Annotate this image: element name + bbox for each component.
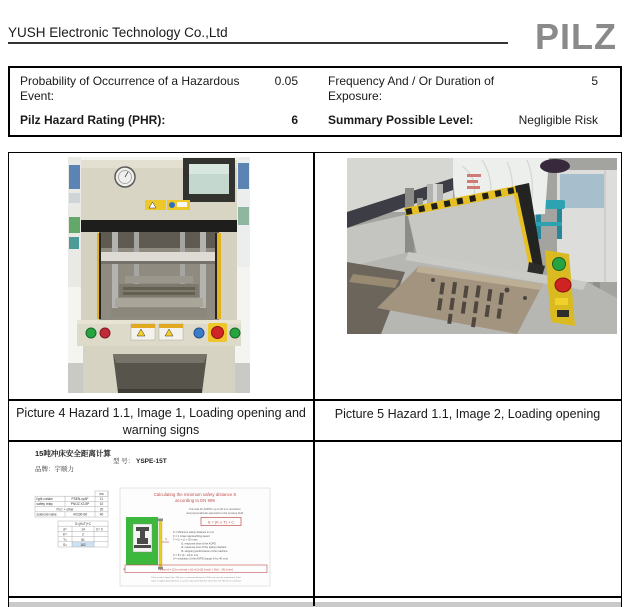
- probability-label: Probability of Occurrence of a Hazardous Event:: [20, 74, 240, 103]
- caption-picture-4: Picture 4 Hazard 1.1, Image 1, Loading opening and warning signs: [16, 406, 306, 437]
- frequency-label: Frequency And / Or Duration of Exposure:: [328, 74, 495, 103]
- machine-column-left: [81, 232, 101, 320]
- svg-text:If the result is lower than 10: If the result is lower than 100 mm, a minimum distance of 100 mm must be maintained. If the: [151, 577, 241, 579]
- doc-brand: 品牌：宇顺力: [35, 466, 74, 473]
- svg-text:and perpendicular approach to: and perpendicular approach to the sensing field:: [186, 512, 244, 515]
- svg-text:value is higher than 500 mm, i: value is higher than 500 mm, it can be reduced to 500 mm when the min 100 mm is retained.: [151, 580, 241, 583]
- company-name: YUSH Electronic Technology Co.,Ltd: [8, 25, 228, 40]
- warning-label-beam-2: [159, 324, 183, 340]
- svg-text:40: 40: [99, 512, 104, 517]
- svg-text:S = (K x T) + C: S = (K x T) + C: [207, 519, 235, 525]
- frequency-value: 5: [591, 74, 598, 88]
- svg-text:S=: S=: [63, 543, 67, 547]
- svg-text:t2: response time of the safet: t2: response time of the safety interface: [181, 546, 227, 550]
- slide-title-2: according to EN 999: [175, 498, 215, 503]
- warning-label-head: [145, 200, 190, 210]
- control-beam: [77, 320, 241, 346]
- header-divider: [8, 42, 508, 44]
- doc-model-value: YSPE-15T: [136, 458, 167, 465]
- svg-text:Formula for AOPDs up to 20 mm: Formula for AOPDs up to 20 mm resolution: [189, 508, 241, 511]
- row-divider-2: [9, 440, 621, 442]
- machine-side-illustration: [347, 158, 617, 334]
- phr-value: 6: [291, 113, 298, 127]
- green-button: [553, 258, 566, 271]
- press-diagram: [123, 517, 169, 571]
- emergency-stop-button: [555, 278, 571, 292]
- column-divider: [313, 153, 315, 606]
- en999-slide: [120, 488, 270, 586]
- svg-text:T = t1 + t2 + t3 in sec: T = t1 + t2 + t3 in sec: [173, 538, 198, 542]
- page-bottom-strip: [9, 602, 621, 607]
- svg-text:light curtain: light curtain: [36, 497, 53, 501]
- red-button-left: [100, 328, 110, 338]
- press-cavity: [99, 232, 219, 320]
- warning-label-beam-1: [131, 324, 155, 340]
- svg-text:11: 11: [99, 497, 104, 501]
- svg-text:2: 2: [82, 532, 84, 537]
- svg-text:T=: T=: [63, 537, 67, 542]
- svg-text:PNOZ X2.8P: PNOZ X2.8P: [70, 502, 90, 507]
- svg-text:81: 81: [81, 537, 85, 542]
- svg-text:20: 20: [99, 507, 104, 512]
- row-divider-3: [9, 596, 621, 598]
- row-divider-1: [9, 399, 621, 401]
- press-beam: [101, 252, 217, 261]
- hmi-screen: [183, 158, 235, 202]
- svg-text:d: d: [123, 567, 125, 571]
- slide-title-1: Calculating the minimum safety distance S: [153, 492, 237, 497]
- svg-text:t1: response time of the AOPD: t1: response time of the AOPD: [181, 542, 217, 546]
- svg-text:C= 0: C= 0: [96, 527, 103, 532]
- hazard-rating-table: [8, 66, 622, 137]
- green-button-right: [230, 328, 240, 338]
- blue-button: [194, 328, 204, 338]
- green-button-left: [86, 328, 96, 338]
- summary-level-value: Negligible Risk: [518, 113, 598, 127]
- doc-model-label: 型 号：: [113, 458, 135, 465]
- svg-text:PSEN-op4F: PSEN-op4F: [71, 497, 89, 501]
- svg-text:t3: stopping performance of th: t3: stopping performance of the machine: [181, 550, 228, 553]
- light-curtain-bar: [159, 521, 162, 567]
- safety-calc-illustration: [25, 444, 275, 592]
- svg-text:d = resolution of the AOPD (r: d = resolution of the AOPD (range 14 to 40 mm): [173, 557, 229, 561]
- machine-column-right: [215, 232, 237, 320]
- svg-text:solenoid valve: solenoid valve: [36, 512, 57, 517]
- machine-cabinet: [83, 346, 235, 393]
- svg-text:ms: ms: [99, 492, 104, 496]
- svg-text:S: S: [165, 537, 168, 541]
- caption-picture-5: Picture 5 Hazard 1.1, Image 2, Loading opening: [334, 407, 601, 421]
- machine-photo-side: [347, 158, 617, 334]
- machine-head: [81, 158, 237, 222]
- safety-calc-document: [25, 444, 275, 592]
- pilz-logo: PILZ: [535, 16, 617, 57]
- machine-photo-front: [68, 157, 250, 393]
- svg-text:C = 8 x (d - 14) in mm: C = 8 x (d - 14) in mm: [173, 553, 199, 557]
- doc-title: 15吨冲床安全距离计算: [35, 449, 111, 458]
- svg-text:S = Minimum safety distance i: S = Minimum safety distance in mm: [173, 531, 215, 534]
- die-plates: [111, 276, 207, 317]
- svg-text:PLC + other: PLC + other: [56, 507, 74, 512]
- emergency-stop-button: [208, 323, 227, 342]
- probability-value: 0.05: [274, 74, 298, 88]
- pictures-table: [8, 152, 622, 607]
- svg-text:K = 2 m/sec approaching speed: K = 2 m/sec approaching speed: [173, 534, 210, 538]
- phr-label: Pilz Hazard Rating (PHR):: [20, 113, 166, 127]
- svg-text:14: 14: [81, 527, 85, 532]
- svg-text:162: 162: [80, 543, 86, 547]
- cloth-object: [540, 159, 570, 173]
- svg-text:d=: d=: [63, 527, 67, 532]
- summary-level-label: Summary Possible Level:: [328, 113, 474, 127]
- svg-text:S=(KxT)+C: S=(KxT)+C: [75, 522, 91, 526]
- head-black-band: [81, 220, 237, 232]
- machine-front-illustration: [68, 157, 250, 393]
- background-shelf-right: [237, 157, 250, 267]
- background-shelf-left: [68, 157, 81, 287]
- svg-text:K=: K=: [63, 532, 67, 537]
- svg-text:10: 10: [99, 502, 104, 507]
- svg-text:4V230-08: 4V230-08: [73, 512, 87, 517]
- svg-text:safety relay: safety relay: [36, 502, 53, 507]
- svg-text:S [mm] = (2 [mm/ms] x (t1+t2+t: S [mm] = (2 [mm/ms] x (t1+t2+t3) [ms]) + 8(d - 14) [mm]: [159, 567, 233, 572]
